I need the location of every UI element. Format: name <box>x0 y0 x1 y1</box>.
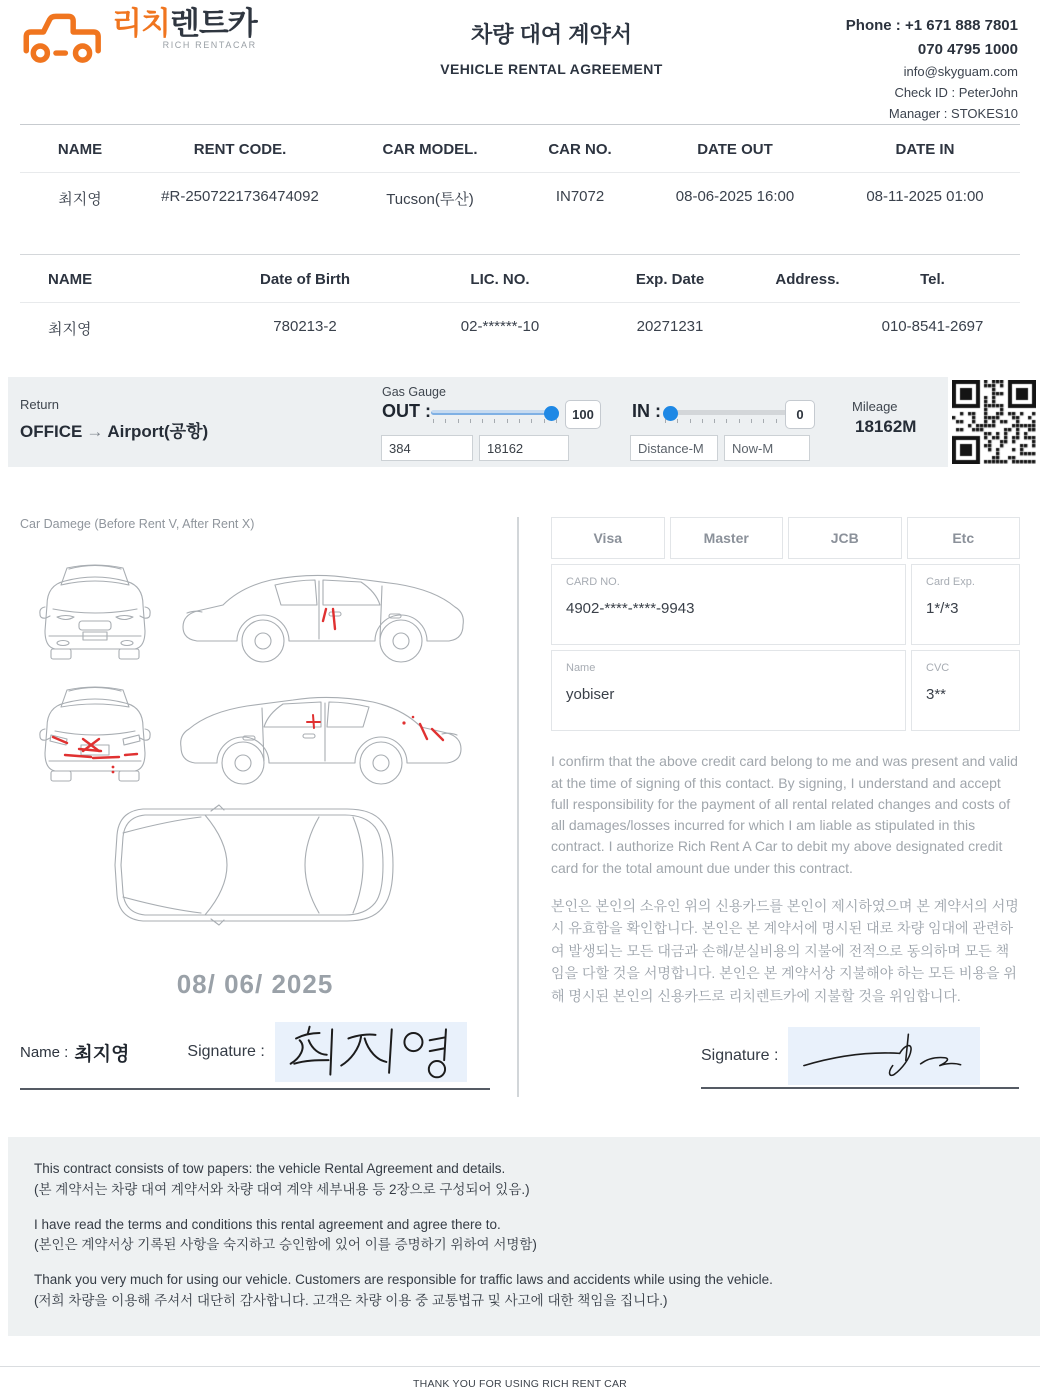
gas-out-label: OUT : <box>382 401 431 422</box>
contract-date: 08/ 06/ 2025 <box>176 969 334 1000</box>
card-holder-cell <box>551 650 906 731</box>
card-holder-row <box>551 650 1020 731</box>
car-rear-diagram[interactable] <box>35 681 155 783</box>
gas-in-slider-ticks <box>665 419 789 423</box>
mileage-value: 18162M <box>855 417 917 437</box>
mileage-label: Mileage <box>852 399 898 415</box>
notice-3-en: Thank you very much for using our vehicle. Customers are responsible for traffic laws and accidents while using the vehicle. <box>34 1272 773 1288</box>
car-no: IN7072 <box>555 188 605 206</box>
gas-in-value[interactable]: 0 <box>785 400 815 429</box>
col-driver-name: NAME <box>48 271 93 289</box>
card-holder-label: Name <box>566 662 596 675</box>
arrow-right-icon: → <box>86 422 104 442</box>
gas-gauge-label: Gas Gauge <box>382 385 446 400</box>
contact-email: info@skyguam.com <box>903 64 1018 79</box>
footer-divider <box>0 1366 1040 1367</box>
notice-2-ko: (본인은 계약서상 기록된 사항을 숙지하고 승인함에 있어 이를 증명하기 위하여 서명함) <box>34 1237 537 1253</box>
renter-signature-image <box>283 1024 459 1080</box>
return-label: Return <box>20 397 60 413</box>
car-top-diagram[interactable] <box>107 803 397 927</box>
gas-in-slider[interactable] <box>663 406 791 426</box>
contact-phone-2: 070 4795 1000 <box>917 41 1018 58</box>
brand-name-part2: 렌트카 <box>169 6 257 41</box>
card-type-visa[interactable]: Visa <box>551 517 665 559</box>
card-number-row <box>551 564 1020 645</box>
return-to: Airport(공항) <box>107 422 209 442</box>
contact-manager: Manager : STOKES10 <box>888 105 1018 121</box>
renter-name: 최지영 <box>58 191 102 209</box>
brand-logo <box>20 8 320 124</box>
gas-out-slider[interactable] <box>431 406 559 426</box>
driver-name: 최지영 <box>48 321 92 339</box>
right-signature-row <box>551 1027 1020 1085</box>
driver-table-header-row <box>20 255 1020 303</box>
col-exp-date: Exp. Date <box>635 271 705 289</box>
rent-table-data-row <box>20 173 1020 255</box>
col-rent-code: RENT CODE. <box>193 141 287 159</box>
renter-signature-box <box>275 1022 467 1082</box>
in-distance-field[interactable] <box>630 435 718 461</box>
car-damage-title: Car Damege (Before Rent V, After Rent X) <box>20 517 255 532</box>
contact-phone-1: Phone : +1 671 888 7801 <box>845 17 1018 34</box>
gas-in-slider-track <box>663 410 791 415</box>
driver-exp-date: 20271231 <box>636 318 704 336</box>
brand-name <box>112 8 257 50</box>
out-distance-field[interactable] <box>381 435 473 461</box>
notice-1-en: This contract consists of tow papers: the vehicle Rental Agreement and details. <box>34 1161 506 1177</box>
card-type-master[interactable]: Master <box>670 517 784 559</box>
return-from: OFFICE <box>20 422 83 442</box>
car-logo-icon <box>20 8 106 70</box>
card-number-label: CARD NO. <box>566 576 620 589</box>
in-mileage-field[interactable] <box>724 435 810 461</box>
card-type-jcb[interactable]: JCB <box>788 517 902 559</box>
driver-dob: 780213-2 <box>273 318 337 336</box>
title-english: VEHICLE RENTAL AGREEMENT <box>440 61 663 77</box>
rent-info-table <box>20 124 1020 254</box>
col-address: Address. <box>775 271 840 289</box>
header <box>0 0 1040 124</box>
signature-label-left: Signature : <box>187 1043 265 1061</box>
name-value: 최지영 <box>74 1043 130 1065</box>
agreement-text-en: I confirm that the above credit card belong to me and was present and valid at the time of signing of this contact. By signing, I understand and accept full responsibility for the payment of all rental related changes and costs of all damages/losses incurred for which I am liable as stipulated in this contract. I authorize Rich Rent A Car to debit my above designated credit card for the total amount due under this contract. <box>551 753 1018 876</box>
col-car-model: CAR MODEL. <box>382 141 478 159</box>
card-number-value: 4902-****-****-9943 <box>566 600 695 618</box>
gas-out-slider-ticks <box>433 419 557 423</box>
driver-tel: 010-8541-2697 <box>881 318 984 336</box>
card-exp-label: Card Exp. <box>926 576 975 589</box>
driver-lic-no: 02-******-10 <box>460 318 540 336</box>
driver-info-table <box>20 254 1020 367</box>
car-model: Tucson(투산) <box>386 191 474 209</box>
name-label: Name : <box>20 1043 69 1061</box>
card-cvc-cell <box>911 650 1020 731</box>
card-type-etc[interactable]: Etc <box>907 517 1021 559</box>
payment-section <box>519 517 1020 1097</box>
left-signature-underline <box>20 1088 490 1090</box>
agreement-text-ko: 본인은 본인의 소유인 위의 신용카드를 본인이 제시하였으며 본 계약서의 서명시 유효함을 확인합니다. 본인은 본 계약서에 명시된 대로 차량 임대에 관련하여 발생되는 모든 대금과 손해/분실비용의 지불에 전적으로 동의하며 모든 책임을 다할 것을 서명합니다. 본인은 본 계약서상 지불해야 하는 모든 비용을 위해 명시된 본인의 신용카드로 리치렌트카에 지불할 것을 위임합니다. <box>551 897 1019 1004</box>
qr-code <box>948 377 1040 467</box>
car-right-side-diagram[interactable] <box>177 679 467 785</box>
col-date-out: DATE OUT <box>697 141 773 159</box>
col-car-no: CAR NO. <box>548 141 612 159</box>
card-type-header <box>551 517 1020 559</box>
contact-info <box>783 8 1018 124</box>
gas-out-slider-track <box>431 410 559 415</box>
holder-signature-box <box>788 1027 980 1085</box>
car-front-diagram[interactable] <box>35 559 155 661</box>
card-cvc-value: 3** <box>926 686 947 704</box>
document-title <box>320 8 783 124</box>
gas-out-value[interactable]: 100 <box>565 400 601 429</box>
card-holder-value: yobiser <box>566 686 615 704</box>
main-section <box>0 517 1040 1097</box>
left-signature-row <box>20 1022 490 1082</box>
date-in: 08-11-2025 01:00 <box>866 188 984 206</box>
damage-diagram-row-2 <box>20 679 490 785</box>
out-mileage-field[interactable] <box>479 435 569 461</box>
card-number-cell <box>551 564 906 645</box>
car-left-side-diagram[interactable] <box>177 557 467 663</box>
signature-label-right: Signature : <box>701 1046 779 1064</box>
car-damage-section <box>20 517 490 1097</box>
driver-table-data-row <box>20 303 1020 368</box>
rent-code: #R-2507221736474092 <box>161 188 319 206</box>
notice-3-ko: (저희 차량을 이용해 주셔서 대단히 감사합니다. 고객은 차량 이용 중 교통법규 및 사고에 대한 책임을 집니다.) <box>34 1292 668 1308</box>
holder-signature-image <box>794 1029 974 1083</box>
qr-code-image <box>952 380 1036 464</box>
return-route <box>20 417 208 442</box>
gas-in-label: IN : <box>632 401 661 422</box>
gauge-band <box>8 377 1040 467</box>
right-signature-underline <box>701 1087 1019 1089</box>
brand-name-part1: 리치 <box>112 6 170 41</box>
notice-1-ko: (본 계약서는 차량 대여 계약서와 차량 대여 계약 세부내용 등 2장으로 구성되어 있음.) <box>34 1181 530 1197</box>
card-exp-cell <box>911 564 1020 645</box>
col-name: NAME <box>57 141 103 159</box>
contact-check-id: Check ID : PeterJohn <box>894 84 1018 100</box>
brand-subtitle: RICH RENTACAR <box>162 40 257 50</box>
rent-table-header-row <box>20 125 1020 173</box>
return-info <box>20 397 208 442</box>
terms-notice-box <box>8 1137 1040 1336</box>
card-exp-value: 1*/*3 <box>926 600 959 618</box>
col-tel: Tel. <box>920 271 945 289</box>
col-lic-no: LIC. NO. <box>470 271 530 289</box>
card-cvc-label: CVC <box>926 662 950 675</box>
date-out: 08-06-2025 16:00 <box>675 188 795 206</box>
damage-diagram-row-1 <box>20 557 490 663</box>
footer-thanks: THANK YOU FOR USING RICH RENT CAR <box>413 1377 627 1390</box>
notice-2-en: I have read the terms and conditions this rental agreement and agree there to. <box>34 1216 501 1232</box>
col-date-in: DATE IN <box>895 141 955 159</box>
col-dob: Date of Birth <box>260 271 350 289</box>
driver-address <box>770 303 845 368</box>
title-korean: 차량 대여 계약서 <box>471 22 632 47</box>
